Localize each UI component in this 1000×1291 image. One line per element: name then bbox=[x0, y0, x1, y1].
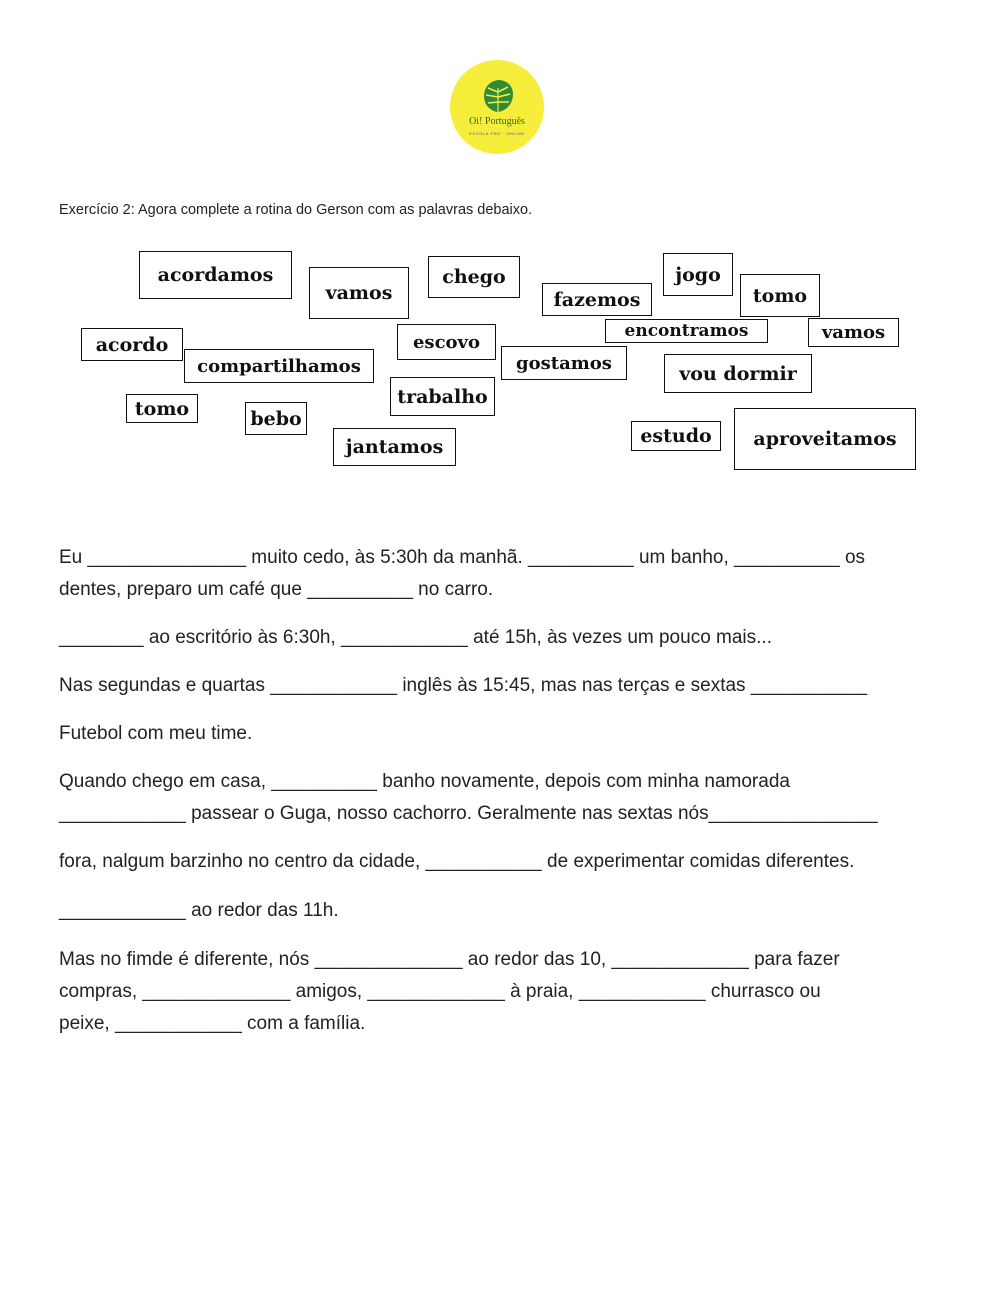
exercise-text bbox=[59, 944, 939, 1040]
text-line: dentes, preparo um café que __________ no carro. bbox=[59, 579, 494, 600]
exercise-text bbox=[59, 766, 939, 830]
text-line: Quando chego em casa, __________ banho novamente, depois com minha namorada bbox=[59, 771, 790, 792]
word-card[interactable]: escovo bbox=[397, 324, 496, 360]
word-card[interactable]: acordo bbox=[81, 328, 183, 361]
text-line: compras, ______________ amigos, _____________ à praia, ____________ churrasco ou bbox=[59, 981, 821, 1002]
word-card[interactable]: vamos bbox=[808, 318, 899, 347]
logo-name: Oi! Português bbox=[469, 116, 525, 127]
exercise-text bbox=[59, 846, 939, 878]
word-card[interactable]: vou dormir bbox=[664, 354, 812, 393]
text-line: ____________ ao redor das 11h. bbox=[59, 900, 339, 921]
word-card[interactable]: gostamos bbox=[501, 346, 627, 380]
word-card[interactable]: estudo bbox=[631, 421, 721, 451]
exercise-text bbox=[59, 895, 939, 927]
logo-subtitle: ESCOLA PRO · ONLINE bbox=[469, 131, 525, 136]
text-line: ____________ passear o Guga, nosso cachorro. Geralmente nas sextas nós________________ bbox=[59, 803, 878, 824]
exercise-text bbox=[59, 542, 939, 606]
text-line: Eu _______________ muito cedo, às 5:30h da manhã. __________ um banho, __________ os bbox=[59, 547, 866, 568]
word-card[interactable]: bebo bbox=[245, 402, 307, 435]
text-line: Nas segundas e quartas ____________ inglês às 15:45, mas nas terças e sextas ___________ bbox=[59, 675, 868, 696]
school-logo bbox=[450, 60, 544, 154]
word-card[interactable]: tomo bbox=[126, 394, 198, 423]
word-card[interactable]: acordamos bbox=[139, 251, 292, 299]
word-card[interactable]: tomo bbox=[740, 274, 820, 317]
monstera-leaf-icon bbox=[480, 78, 516, 114]
text-line: fora, nalgum barzinho no centro da cidade, ___________ de experimentar comidas diferentes. bbox=[59, 851, 855, 872]
text-line: peixe, ____________ com a família. bbox=[59, 1013, 366, 1034]
text-line: ________ ao escritório às 6:30h, ____________ até 15h, às vezes um pouco mais... bbox=[59, 627, 772, 648]
word-card[interactable]: aproveitamos bbox=[734, 408, 916, 470]
word-card[interactable]: trabalho bbox=[390, 377, 495, 416]
text-line: Futebol com meu time. bbox=[59, 723, 253, 744]
exercise-text bbox=[59, 622, 939, 654]
text-line: Mas no fimde é diferente, nós ______________ ao redor das 10, _____________ para fazer bbox=[59, 949, 840, 970]
word-card[interactable]: vamos bbox=[309, 267, 409, 319]
word-card[interactable]: chego bbox=[428, 256, 520, 298]
word-card[interactable]: jogo bbox=[663, 253, 733, 296]
exercise-text bbox=[59, 718, 939, 750]
word-card[interactable]: fazemos bbox=[542, 283, 652, 316]
word-card[interactable]: jantamos bbox=[333, 428, 456, 466]
exercise-text bbox=[59, 670, 939, 702]
exercise-instruction: Exercício 2: Agora complete a rotina do Gerson com as palavras debaixo. bbox=[59, 202, 533, 218]
word-card[interactable]: compartilhamos bbox=[184, 349, 374, 383]
word-card[interactable]: encontramos bbox=[605, 319, 768, 343]
